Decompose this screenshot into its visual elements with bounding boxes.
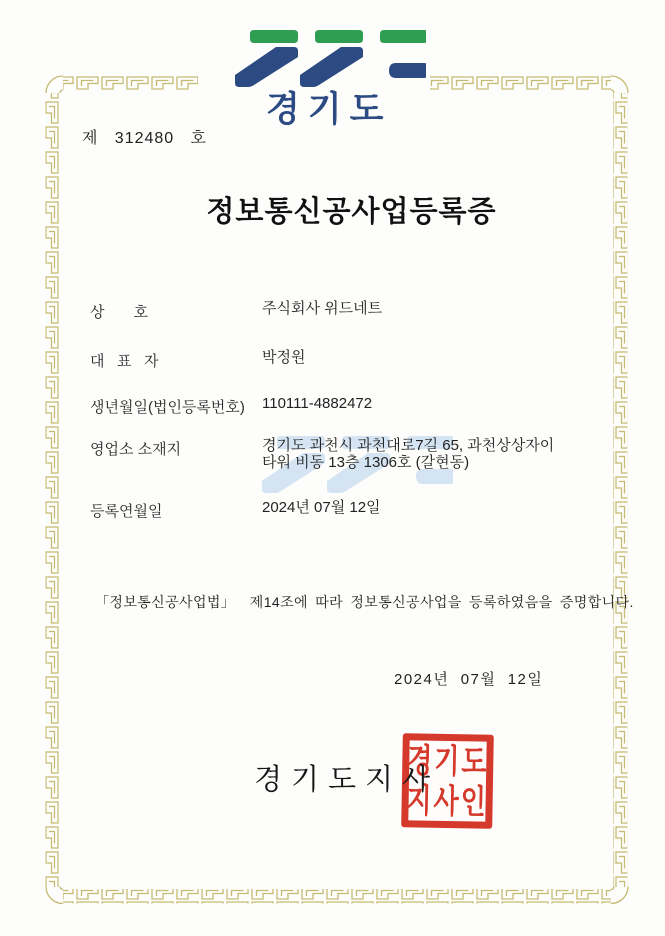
gyeonggi-logo-text: 경기도 [266, 90, 392, 129]
field-label: 생년월일(법인등록번호) [90, 399, 245, 416]
field-row-registration-number [90, 396, 578, 417]
certificate-title: 정보통신공사업등록증 [206, 196, 497, 228]
field-label: 대 표 자 [90, 353, 159, 370]
gyeonggi-logo-icon [230, 30, 426, 92]
field-row-address [90, 438, 578, 472]
field-label: 영업소 소재지 [90, 441, 182, 458]
field-row-registration-date [90, 500, 578, 521]
seal-line-1: 경기도 [406, 741, 489, 781]
field-row-company [90, 301, 578, 322]
field-label: 상 호 [90, 304, 149, 321]
issuer-title: 경기도지사 [254, 764, 440, 796]
field-value: 박정원 [262, 349, 306, 366]
field-value: 주식회사 위드네트 [262, 300, 383, 317]
field-row-representative [90, 350, 578, 371]
certification-statement: 「정보통신공사업법」 제14조에 따라 정보통신공사업을 등록하였음을 증명합니다. [95, 594, 634, 610]
doc-number: 제 312480 호 [82, 130, 207, 147]
field-label: 등록연월일 [90, 503, 163, 520]
issue-date: 2024년 07월 12일 [394, 671, 544, 688]
field-value: 경기도 과천시 과천대로7길 65, 과천상상자이 타워 비동 13층 1306호 (갈현동) [262, 437, 555, 471]
field-value: 2024년 07월 12일 [262, 499, 381, 516]
field-value: 110111-4882472 [262, 395, 373, 412]
seal-line-2: 지사인 [406, 781, 489, 821]
